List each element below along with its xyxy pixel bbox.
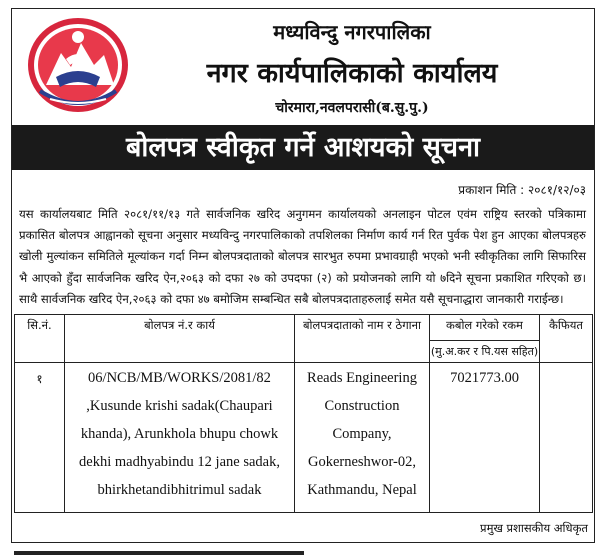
row-bidder: Reads Engineering Construction Company, Gokerneshwor-02, Kathmandu, Nepal (295, 363, 430, 513)
office-name: नगर कार्यपालिकाको कार्यालय (206, 58, 498, 89)
notice-title: बोलपत्र स्वीकृत गर्ने आशयको सूचना (12, 125, 594, 170)
bottom-divider (14, 551, 304, 555)
signatory: प्रमुख प्रशासकीय अधिकृत (480, 521, 588, 535)
header-remarks: कैफियत (540, 315, 593, 363)
row-amount: 7021773.00 (430, 363, 540, 513)
notice-paragraph: यस कार्यालयबाट मिति २०८१/११/१३ गते सार्वजनिक खरिद अनुगमन कार्यालयको अनलाइन पोटल एवंम राष्ट्रिय स्तरको पत्रिकामा प्रकासित बोलपत्र आह्वानको सूचना अनुसार मध्यविन्दु नगरपालिकाको तपशिलका निर्माण कार्य गर्न रित पुर्वक पेश हुन आएका बोलपत्रहरु खोली मुल्यांकन समितिले मूल्यांकन गर्दा निम्न बोलपत्रदाताको बोलपत्र सारभुत रुपमा प्रभावग्राही भएको भनी स्वीकृतिका लागि सिफारिस भै आएको हुँदा सार्वजनिक खरिद ऐन,२०६३ को दफा २७ को उपदफा (२) को प्रयोजनको लागि यो ७दिने सूचना प्रकाशित गरिएको छ। साथै सार्वजनिक खरिद ऐन,२०६३ को दफा ४७ बमोजिम सम्बन्धित सबै बोलपत्रदाताहरुलाई समेत यसै सूचनाद्धारा जानकारी गराईन्छ। (19, 207, 586, 306)
table-header-row (15, 315, 593, 341)
header-sn: सि.नं. (15, 315, 65, 363)
nepal-government-emblem-icon (26, 15, 131, 115)
bid-table (14, 314, 593, 513)
row-sn: १ (15, 363, 65, 513)
header-amount: कबोल गरेको रकम (430, 315, 540, 341)
header-bidder: बोलपत्रदाताको नाम र ठेगाना (295, 315, 430, 363)
header-contract: बोलपत्र नं.र कार्य (65, 315, 295, 363)
row-contract: 06/NCB/MB/WORKS/2081/82 ,Kusunde krishi sadak(Chaupari khanda), Arunkhola bhupu chowk dekhi madhyabindu 12 jane sadak, bhirkhetandibhitrimul sadak (65, 363, 295, 513)
notice-frame (11, 8, 595, 543)
table-row (15, 363, 593, 513)
header-amount-sub: (मु.अ.कर र पि.यस सहित) (430, 341, 540, 363)
office-address: चोरमारा,नवलपरासी(ब.सु.पु.) (275, 100, 429, 116)
row-remarks (540, 363, 593, 513)
letterhead (12, 9, 594, 124)
org-name: मध्यविन्दु नगरपालिका (273, 20, 431, 44)
publish-date: प्रकाशन मिति : २०८१/१२/०३ (458, 183, 586, 197)
